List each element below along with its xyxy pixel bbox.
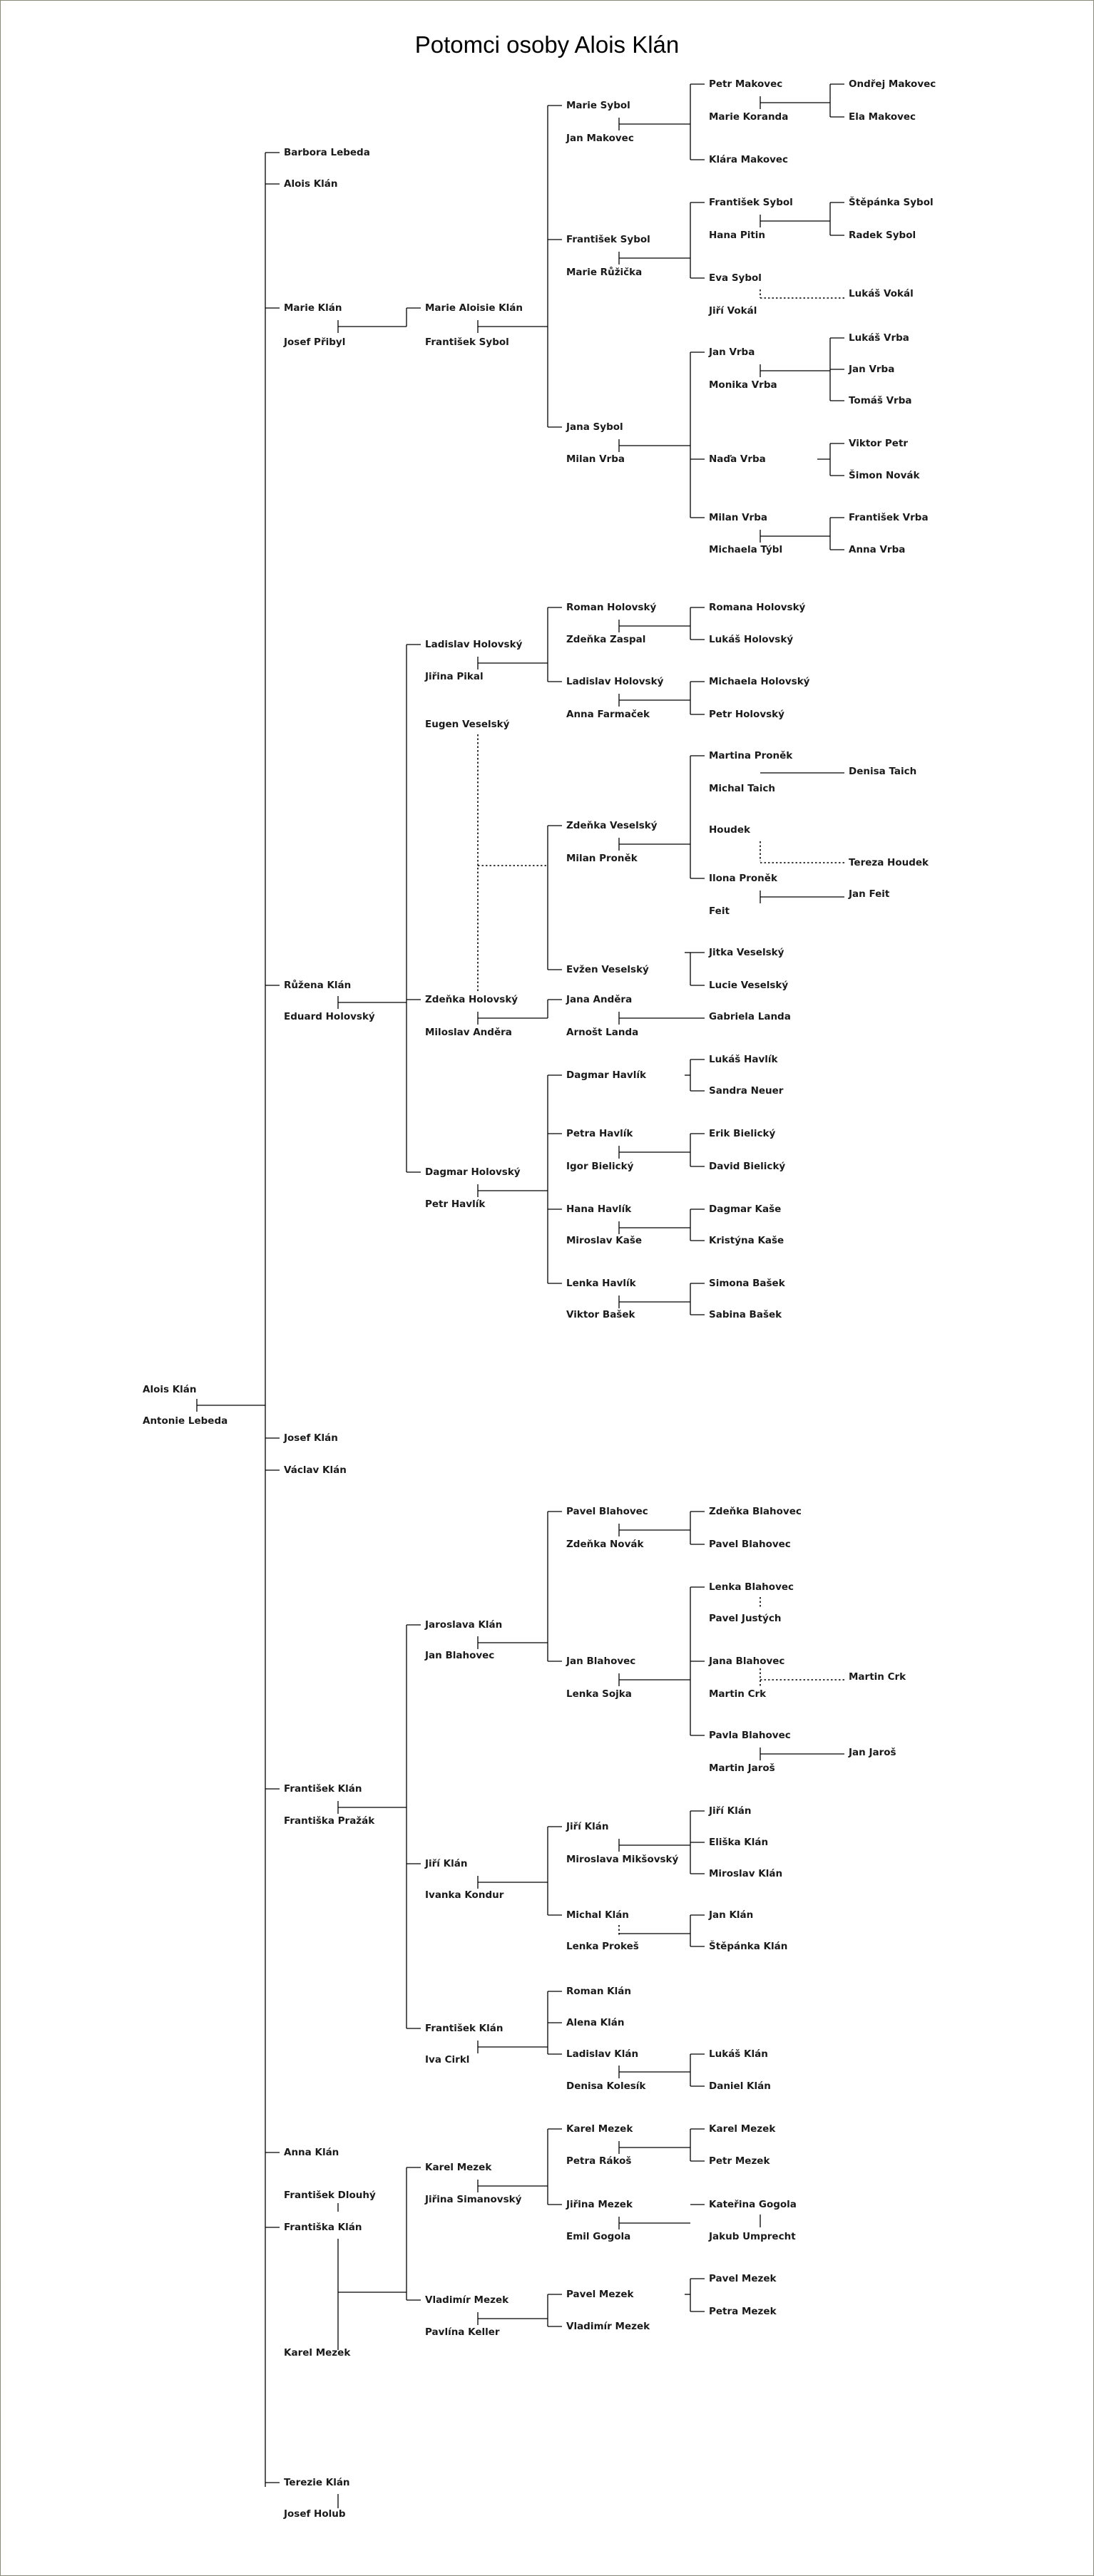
person-emil-gogola: Emil Gogola [566,2231,631,2242]
person-lukas-holovsky: Lukáš Holovský [709,634,794,645]
person-miroslav-klan: Miroslav Klán [709,1868,783,1879]
person-alena-klan: Alena Klán [566,2017,625,2028]
person-alois-klan: Alois Klán [143,1384,197,1395]
tree-names [143,78,936,2520]
person-anna-farmacek: Anna Farmaček [566,709,650,720]
person-houdek: Houdek [709,824,750,836]
person-pavlina-keller: Pavlína Keller [425,2326,500,2338]
person-jiri-vokal: Jiří Vokál [709,305,757,317]
person-viktor-petr: Viktor Petr [849,438,909,449]
person-zdenka-blahovec: Zdeňka Blahovec [709,1506,802,1517]
person-jana-blahovec: Jana Blahovec [709,1656,785,1667]
person-michal-taich: Michal Taich [709,783,775,794]
person-jakub-umprecht: Jakub Umprecht [709,2231,796,2242]
person-sandra-neuer: Sandra Neuer [709,1085,784,1097]
person-roman-klan: Roman Klán [566,1986,631,1997]
person-martin-crk: Martin Crk [709,1688,767,1700]
person-ruzena-klan: Růžena Klán [284,980,352,991]
person-miroslav-kase: Miroslav Kaše [566,1235,643,1246]
person-stepanka-klan: Štěpánka Klán [709,1941,788,1952]
person-radek-sybol: Radek Sybol [849,230,916,241]
person-martin-jaros: Martin Jaroš [709,1762,775,1774]
person-jana-sybol: Jana Sybol [566,421,623,433]
person-ilona-pronek: Ilona Proněk [709,873,777,884]
person-jiri-klan: Jiří Klán [425,1858,468,1869]
person-pavel-blahovec: Pavel Blahovec [566,1506,648,1517]
person-pavel-justych: Pavel Justých [709,1613,782,1624]
person-jirina-pikal: Jiřina Pikal [425,671,484,682]
person-simona-basek: Simona Bašek [709,1278,785,1289]
person-jaroslava-klan: Jaroslava Klán [425,1619,503,1631]
person-michaela-holovsky: Michaela Holovský [709,676,810,687]
person-igor-bielicky: Igor Bielický [566,1161,634,1172]
person-petra-havlik: Petra Havlík [566,1128,633,1139]
person-pavla-blahovec: Pavla Blahovec [709,1730,791,1741]
person-jirina-mezek: Jiřina Mezek [566,2199,633,2210]
person-zdenka-veselsky: Zdeňka Veselský [566,820,658,831]
person-milan-vrba: Milan Vrba [709,512,767,523]
person-josef-holub: Josef Holub [284,2508,346,2520]
person-jiri-klan: Jiří Klán [709,1805,752,1817]
person-zdenka-zaspal: Zdeňka Zaspal [566,634,646,645]
person-jan-klan: Jan Klán [709,1909,754,1921]
person-antonie-lebeda: Antonie Lebeda [143,1415,228,1427]
person-lenka-sojka: Lenka Sojka [566,1688,632,1700]
person-martina-pronek: Martina Proněk [709,750,793,761]
person-frantisek-sybol: František Sybol [425,337,509,348]
person-denisa-taich: Denisa Taich [849,766,917,777]
person-tereza-houdek: Tereza Houdek [849,857,929,868]
person-feit: Feit [709,905,730,917]
person-frantisek-klan: František Klán [425,2023,503,2034]
person-josef-pribyl: Josef Přibyl [284,337,346,348]
person-ela-makovec: Ela Makovec [849,111,916,123]
person-kristyna-kase: Kristýna Kaše [709,1235,784,1246]
person-eduard-holovsky: Eduard Holovský [284,1011,375,1022]
person-jan-blahovec: Jan Blahovec [425,1650,495,1661]
person-milan-vrba: Milan Vrba [566,453,625,465]
person-barbora-lebeda: Barbora Lebeda [284,147,370,158]
person-ivanka-kondur: Ivanka Kondur [425,1889,504,1901]
person-ladislav-holovsky: Ladislav Holovský [425,639,523,650]
person-jirina-simanovsky: Jiřina Simanovský [425,2194,522,2205]
person-vaclav-klan: Václav Klán [284,1464,347,1476]
person-petr-makovec: Petr Makovec [709,78,783,90]
person-karel-mezek: Karel Mezek [425,2162,492,2173]
person-marie-klan: Marie Klán [284,302,342,314]
person-jan-feit: Jan Feit [849,888,890,900]
person-dagmar-holovsky: Dagmar Holovský [425,1166,521,1178]
person-lenka-blahovec: Lenka Blahovec [709,1581,794,1593]
person-pavel-mezek: Pavel Mezek [566,2289,634,2300]
person-lukas-vrba: Lukáš Vrba [849,332,909,344]
person-anna-klan: Anna Klán [284,2147,339,2158]
person-karel-mezek: Karel Mezek [284,2347,351,2359]
person-stepanka-sybol: Štěpánka Sybol [849,197,934,208]
person-arnost-landa: Arnošt Landa [566,1027,639,1038]
person-josef-klan: Josef Klán [284,1432,338,1444]
page-title: Potomci osoby Alois Klán [414,31,680,58]
person-denisa-kolesik: Denisa Kolesík [566,2080,646,2092]
person-petra-rakos: Petra Rákoš [566,2155,632,2167]
person-ladislav-holovsky: Ladislav Holovský [566,676,664,687]
person-lenka-prokes: Lenka Prokeš [566,1941,639,1952]
person-viktor-basek: Viktor Bašek [566,1309,635,1320]
person-zdenka-novak: Zdeňka Novák [566,1539,644,1550]
person-lukas-vokal: Lukáš Vokál [849,288,914,299]
person-vladimir-mezek: Vladimír Mezek [566,2321,650,2332]
person-frantisek-vrba: František Vrba [849,512,929,523]
person-jan-makovec: Jan Makovec [566,133,634,144]
person-simon-novak: Šimon Novák [849,470,920,481]
person-eliska-klan: Eliška Klán [709,1837,769,1848]
person-gabriela-landa: Gabriela Landa [709,1011,791,1022]
person-pavel-mezek: Pavel Mezek [709,2273,777,2284]
person-david-bielicky: David Bielický [709,1161,786,1172]
person-petr-holovsky: Petr Holovský [709,709,784,720]
person-katerina-gogola: Kateřina Gogola [709,2199,797,2210]
person-hana-havlik: Hana Havlík [566,1204,632,1215]
person-dagmar-havlik: Dagmar Havlík [566,1069,646,1081]
person-vladimir-mezek: Vladimír Mezek [425,2294,509,2306]
person-daniel-klan: Daniel Klán [709,2080,771,2092]
person-marie-koranda: Marie Koranda [709,111,789,123]
person-pavel-blahovec: Pavel Blahovec [709,1539,791,1550]
person-lenka-havlik: Lenka Havlík [566,1278,636,1289]
person-tomas-vrba: Tomáš Vrba [849,395,912,406]
person-iva-cirkl: Iva Cirkl [425,2054,470,2066]
person-lukas-havlik: Lukáš Havlík [709,1054,778,1065]
person-zdenka-holovsky: Zdeňka Holovský [425,994,518,1005]
person-hana-pitin: Hana Pitin [709,230,766,241]
person-marie-ruzicka: Marie Růžička [566,267,643,278]
person-frantisek-dlouhy: František Dlouhý [284,2190,376,2201]
person-roman-holovsky: Roman Holovský [566,602,657,613]
person-michaela-tybl: Michaela Týbl [709,544,783,555]
person-jan-vrba: Jan Vrba [849,364,895,375]
person-terezie-klan: Terezie Klán [284,2477,350,2488]
person-alois-klan: Alois Klán [284,178,338,190]
person-nada-vrba: Naďa Vrba [709,453,766,465]
person-frantiska-klan: Františka Klán [284,2222,362,2233]
person-evzen-veselsky: Evžen Veselský [566,964,649,975]
person-miloslav-andera: Miloslav Anděra [425,1027,512,1038]
person-marie-aloisie-klan: Marie Aloisie Klán [425,302,523,314]
person-klara-makovec: Klára Makovec [709,154,789,165]
person-lukas-klan: Lukáš Klán [709,2048,768,2060]
person-jan-jaros: Jan Jaroš [849,1747,896,1758]
person-eva-sybol: Eva Sybol [709,272,762,284]
person-milan-pronek: Milan Proněk [566,853,638,864]
person-monika-vrba: Monika Vrba [709,379,777,391]
person-frantisek-sybol: František Sybol [566,234,650,245]
person-eugen-veselsky: Eugen Veselský [425,719,510,730]
person-miroslava-miksovsky: Miroslava Mikšovský [566,1854,679,1865]
person-marie-sybol: Marie Sybol [566,100,630,111]
person-erik-bielicky: Erik Bielický [709,1128,776,1139]
person-romana-holovsky: Romana Holovský [709,602,806,613]
person-ladislav-klan: Ladislav Klán [566,2048,639,2060]
person-karel-mezek: Karel Mezek [566,2123,633,2135]
person-frantisek-sybol: František Sybol [709,197,793,208]
person-petr-havlik: Petr Havlík [425,1199,486,1210]
person-michal-klan: Michal Klán [566,1909,629,1921]
person-sabina-basek: Sabina Bašek [709,1309,782,1320]
person-ondrej-makovec: Ondřej Makovec [849,78,936,90]
person-lucie-veselsky: Lucie Veselský [709,980,789,991]
person-karel-mezek: Karel Mezek [709,2123,776,2135]
tree-connectors [197,84,844,2508]
person-jitka-veselsky: Jitka Veselský [709,947,784,958]
person-anna-vrba: Anna Vrba [849,544,906,555]
person-martin-crk: Martin Crk [849,1671,906,1683]
person-jana-andera: Jana Anděra [566,994,633,1005]
person-frantisek-klan: František Klán [284,1783,362,1795]
person-frantiska-prazak: Františka Pražák [284,1815,375,1827]
person-jan-blahovec: Jan Blahovec [566,1656,636,1667]
person-dagmar-kase: Dagmar Kaše [709,1204,782,1215]
person-petra-mezek: Petra Mezek [709,2306,777,2317]
person-petr-mezek: Petr Mezek [709,2155,770,2167]
person-jan-vrba: Jan Vrba [709,347,755,358]
person-jiri-klan: Jiří Klán [566,1821,609,1832]
